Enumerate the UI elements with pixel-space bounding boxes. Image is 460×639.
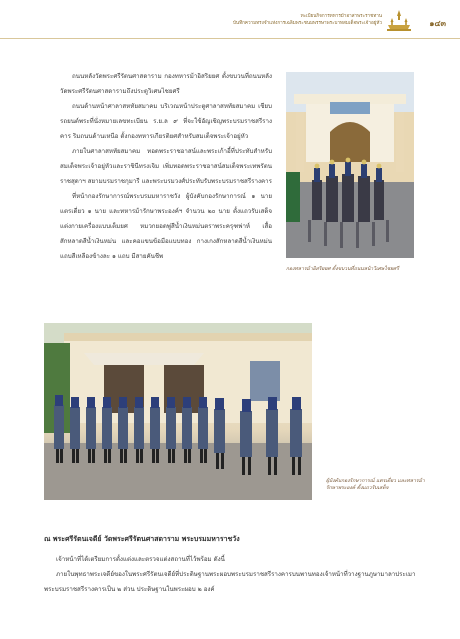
header-line-1: ทะเบียนกิจการทหารม้าอาสาพระราชทาน — [300, 14, 382, 19]
header-line-2: บันทึกความทรงจำแห่งการเฉลิมพระชนมพรรษาพระบาทสมเด็จพระเจ้าอยู่หัว — [233, 21, 382, 26]
honor-guard-illustration — [44, 323, 312, 500]
header-divider — [0, 38, 460, 39]
photo-caption: ผู้บังคับกองรักษาการณ์ แตรเดี่ยว และทหารม้ารักษาพระองค์ ตั้งแถวรับเสด็จ — [326, 478, 425, 491]
section-paragraph: เจ้าหน้าที่ได้เตรียมการตั้งแต่งและตรวจแต่งสถานที่ไว้พร้อม ดังนี้ — [56, 556, 225, 563]
section-body — [44, 552, 424, 597]
section-paragraph: ภายในพุทธาพระเจดีย์ของในพระศรีรัตนเจดีย์ที่ประดิษฐานพระผอบพระบรมราชสรีรางคารบนพานทองเจ้าหน้าที่วางฐานภูษามาลาประเมาพระบรมราชสรีรางคารเป็น ๒ ส่วน ประดิษฐานในพระผอบ ๒ องค์ — [44, 571, 416, 593]
section-heading: ณ พระศรีรัตนเจดีย์ วัดพระศรีรัตนศาสดาราม พระบรมมหาราชวัง — [44, 534, 240, 543]
cavalry-procession-illustration — [286, 72, 414, 258]
header-text — [202, 13, 382, 27]
page-header — [0, 0, 460, 42]
body-paragraph: ถนนหลังวัดพระศรีรัตนศาสดาราม กองทหารม้าอิสริยยศ ตั้งขบวนที่ถนนหลังวัดพระศรีรัตนศาสดารามถึงประตูวิเศษไชยศรี — [60, 73, 272, 95]
body-paragraph: ถนนด้านหน้าศาลาสหทัยสมาคม บริเวณหน้าประตูศาลาสหทัยสมาคม เชียบรถยนต์พระที่นั่งหมายเลขทะเบียน ร.ย.ล ๙ ที่จะใช้อัญเชิญพระบรมราชสรีรางคาร ริมถนนด้านเหนือ ตั้งกองทหารเกียรติยศสำหรับสมเด็จพระเจ้าอยู่หัว — [60, 103, 272, 140]
photo-caption: กองทหารม้าอิสริยยศ ตั้งขบวนที่ถนนหน้าวิเศษไชยศรี — [286, 266, 399, 272]
body-paragraph: ที่หน้ากองรักษาการณ์พระบรมมหาราชวัง ผู้บังคับกองรักษาการณ์ ๑ นาย แตรเดี่ยว ๑ นาย และทหารม้ารักษาพระองค์ฯ จำนวน ๒๐ นาย ตั้งแถวรับเสด็จ แต่งกายเครื่องแบบเต็มยศ หมวกยอดพู่สีน้ำเงินหม่นตราพระครุฑพ่าห์ เสื้อสักหลาดสีน้ำเงินหม่น และคอแขนข้อมือแบบทอง กางเกงสักหลาดสีน้ำเงินหม่นแถบสีเหลืองข้างละ ๑ แถบ มีสายคันชีพ — [60, 193, 272, 260]
honor-guard-photo — [44, 323, 312, 500]
page-number: ๑๔๓ — [429, 19, 446, 28]
body-paragraph: ภายในศาลาสหทัยสมาคม ทอดพระราชอาสน์และพระเก้าอี้ที่ประทับสำหรับสมเด็จพระเจ้าอยู่หัวและราชินีทรงเจิม เพิ่มทอดพระราชอาสน์สมเด็จพระเทพรัตนราชสุดาฯ สยามบรมราชกุมารี และพระบรมวงศ์ประทับรับพระบรมราชสรีรางคาร — [60, 148, 272, 185]
cavalry-procession-photo — [286, 72, 414, 258]
royal-crown-emblem-icon — [384, 9, 414, 33]
body-text-column — [60, 69, 272, 264]
